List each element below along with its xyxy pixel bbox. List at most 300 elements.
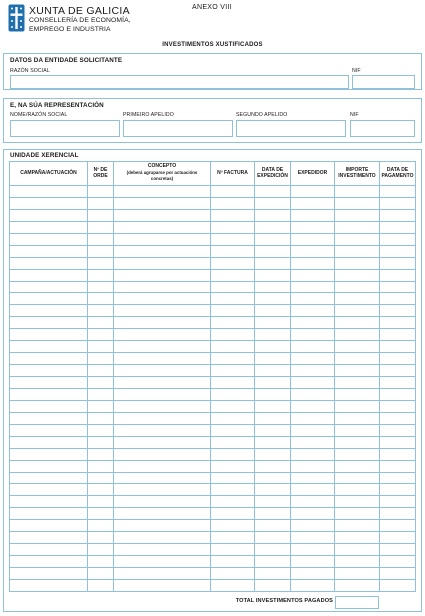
cell-concept[interactable] <box>114 269 211 281</box>
cell-payment-date[interactable] <box>380 400 416 412</box>
table-row <box>10 329 416 341</box>
cell-concept[interactable] <box>114 484 211 496</box>
cell-issue-date[interactable] <box>255 281 291 293</box>
applicant-section-title: DATOS DA ENTIDADE SOLICITANTE <box>10 57 123 64</box>
cell-issue-date[interactable] <box>255 329 291 341</box>
cell-payment-date[interactable] <box>380 532 416 544</box>
cell-order-number[interactable] <box>88 317 114 329</box>
cell-payment-date[interactable] <box>380 269 416 281</box>
cell-invoice-number[interactable] <box>211 377 255 389</box>
cell-invoice-number[interactable] <box>211 484 255 496</box>
cell-campaign[interactable] <box>10 293 88 305</box>
cell-issuer[interactable] <box>291 377 335 389</box>
cell-order-number[interactable] <box>88 556 114 568</box>
cell-issuer[interactable] <box>291 400 335 412</box>
cell-amount[interactable] <box>335 508 380 520</box>
cell-issuer[interactable] <box>291 568 335 580</box>
cell-payment-date[interactable] <box>380 508 416 520</box>
cell-invoice-number[interactable] <box>211 520 255 532</box>
cell-order-number[interactable] <box>88 448 114 460</box>
cell-payment-date[interactable] <box>380 221 416 233</box>
cell-campaign[interactable] <box>10 329 88 341</box>
cell-invoice-number[interactable] <box>211 186 255 198</box>
cell-campaign[interactable] <box>10 317 88 329</box>
cell-concept[interactable] <box>114 353 211 365</box>
cell-order-number[interactable] <box>88 520 114 532</box>
cell-issuer[interactable] <box>291 544 335 556</box>
table-row <box>10 484 416 496</box>
cell-issue-date[interactable] <box>255 400 291 412</box>
cell-issue-date[interactable] <box>255 353 291 365</box>
cell-concept[interactable] <box>114 544 211 556</box>
cell-issuer[interactable] <box>291 365 335 377</box>
cell-invoice-number[interactable] <box>211 436 255 448</box>
cell-amount[interactable] <box>335 257 380 269</box>
cell-amount[interactable] <box>335 400 380 412</box>
cell-amount[interactable] <box>335 460 380 472</box>
cell-issue-date[interactable] <box>255 209 291 221</box>
cell-issuer[interactable] <box>291 496 335 508</box>
cell-order-number[interactable] <box>88 305 114 317</box>
cell-order-number[interactable] <box>88 269 114 281</box>
cell-invoice-number[interactable] <box>211 472 255 484</box>
cell-order-number[interactable] <box>88 496 114 508</box>
cell-issue-date[interactable] <box>255 245 291 257</box>
cell-concept[interactable] <box>114 317 211 329</box>
applicant-nif-field[interactable] <box>352 75 415 89</box>
cell-amount[interactable] <box>335 353 380 365</box>
cell-order-number[interactable] <box>88 245 114 257</box>
table-row <box>10 388 416 400</box>
cell-campaign[interactable] <box>10 353 88 365</box>
cell-amount[interactable] <box>335 221 380 233</box>
cell-amount[interactable] <box>335 186 380 198</box>
cell-campaign[interactable] <box>10 484 88 496</box>
cell-amount[interactable] <box>335 484 380 496</box>
cell-payment-date[interactable] <box>380 448 416 460</box>
cell-invoice-number[interactable] <box>211 257 255 269</box>
cell-payment-date[interactable] <box>380 305 416 317</box>
cell-concept[interactable] <box>114 436 211 448</box>
cell-concept[interactable] <box>114 448 211 460</box>
cell-payment-date[interactable] <box>380 341 416 353</box>
table-row <box>10 365 416 377</box>
cell-payment-date[interactable] <box>380 412 416 424</box>
cell-issuer[interactable] <box>291 532 335 544</box>
brand-block <box>29 5 131 34</box>
cell-invoice-number[interactable] <box>211 496 255 508</box>
cell-concept[interactable] <box>114 496 211 508</box>
cell-payment-date[interactable] <box>380 579 416 591</box>
cell-amount[interactable] <box>335 424 380 436</box>
cell-issue-date[interactable] <box>255 579 291 591</box>
cell-amount[interactable] <box>335 317 380 329</box>
cell-payment-date[interactable] <box>380 186 416 198</box>
cell-order-number[interactable] <box>88 281 114 293</box>
cell-issuer[interactable] <box>291 257 335 269</box>
cell-invoice-number[interactable] <box>211 579 255 591</box>
cell-campaign[interactable] <box>10 460 88 472</box>
cell-invoice-number[interactable] <box>211 293 255 305</box>
cell-order-number[interactable] <box>88 460 114 472</box>
cell-issue-date[interactable] <box>255 233 291 245</box>
cell-issuer[interactable] <box>291 209 335 221</box>
annex-label: ANEXO VIII <box>192 4 232 11</box>
cell-issuer[interactable] <box>291 460 335 472</box>
table-row <box>10 209 416 221</box>
cell-issuer[interactable] <box>291 197 335 209</box>
cell-order-number[interactable] <box>88 472 114 484</box>
cell-issue-date[interactable] <box>255 544 291 556</box>
cell-payment-date[interactable] <box>380 484 416 496</box>
total-investments-field[interactable] <box>335 596 379 609</box>
cell-campaign[interactable] <box>10 365 88 377</box>
cell-campaign[interactable] <box>10 436 88 448</box>
table-row <box>10 568 416 580</box>
cell-payment-date[interactable] <box>380 353 416 365</box>
cell-payment-date[interactable] <box>380 233 416 245</box>
cell-campaign[interactable] <box>10 281 88 293</box>
cell-issue-date[interactable] <box>255 186 291 198</box>
cell-order-number[interactable] <box>88 377 114 389</box>
cell-concept[interactable] <box>114 377 211 389</box>
cell-amount[interactable] <box>335 544 380 556</box>
cell-order-number[interactable] <box>88 400 114 412</box>
cell-issue-date[interactable] <box>255 568 291 580</box>
table-row <box>10 424 416 436</box>
cell-issuer[interactable] <box>291 293 335 305</box>
cell-amount[interactable] <box>335 197 380 209</box>
cell-payment-date[interactable] <box>380 329 416 341</box>
cell-invoice-number[interactable] <box>211 233 255 245</box>
table-row <box>10 508 416 520</box>
cell-invoice-number[interactable] <box>211 353 255 365</box>
cell-amount[interactable] <box>335 388 380 400</box>
cell-campaign[interactable] <box>10 269 88 281</box>
cell-payment-date[interactable] <box>380 544 416 556</box>
cell-invoice-number[interactable] <box>211 305 255 317</box>
cell-order-number[interactable] <box>88 412 114 424</box>
cell-campaign[interactable] <box>10 245 88 257</box>
cell-concept[interactable] <box>114 412 211 424</box>
cell-payment-date[interactable] <box>380 556 416 568</box>
cell-order-number[interactable] <box>88 209 114 221</box>
cell-amount[interactable] <box>335 281 380 293</box>
cell-invoice-number[interactable] <box>211 365 255 377</box>
cell-issuer[interactable] <box>291 520 335 532</box>
cell-amount[interactable] <box>335 329 380 341</box>
cell-amount[interactable] <box>335 520 380 532</box>
cell-issuer[interactable] <box>291 329 335 341</box>
cell-invoice-number[interactable] <box>211 245 255 257</box>
cell-campaign[interactable] <box>10 544 88 556</box>
cell-campaign[interactable] <box>10 209 88 221</box>
cell-issue-date[interactable] <box>255 293 291 305</box>
cell-order-number[interactable] <box>88 532 114 544</box>
cell-amount[interactable] <box>335 412 380 424</box>
cell-campaign[interactable] <box>10 257 88 269</box>
cell-issuer[interactable] <box>291 305 335 317</box>
cell-concept[interactable] <box>114 281 211 293</box>
cell-invoice-number[interactable] <box>211 388 255 400</box>
cell-concept[interactable] <box>114 579 211 591</box>
cell-issue-date[interactable] <box>255 388 291 400</box>
cell-payment-date[interactable] <box>380 388 416 400</box>
cell-campaign[interactable] <box>10 556 88 568</box>
cell-campaign[interactable] <box>10 388 88 400</box>
cell-order-number[interactable] <box>88 186 114 198</box>
cell-amount[interactable] <box>335 496 380 508</box>
cell-campaign[interactable] <box>10 532 88 544</box>
cell-concept[interactable] <box>114 293 211 305</box>
first-surname-field[interactable] <box>123 120 233 137</box>
cell-issue-date[interactable] <box>255 305 291 317</box>
cell-payment-date[interactable] <box>380 245 416 257</box>
cell-payment-date[interactable] <box>380 377 416 389</box>
representative-nif-field[interactable] <box>350 120 415 137</box>
cell-campaign[interactable] <box>10 472 88 484</box>
cell-issuer[interactable] <box>291 233 335 245</box>
cell-invoice-number[interactable] <box>211 341 255 353</box>
cell-order-number[interactable] <box>88 484 114 496</box>
cell-order-number[interactable] <box>88 544 114 556</box>
cell-concept[interactable] <box>114 233 211 245</box>
col-amount-header: IMPORTE INVESTIMENTO <box>335 162 380 186</box>
cell-amount[interactable] <box>335 269 380 281</box>
cell-issuer[interactable] <box>291 317 335 329</box>
cell-invoice-number[interactable] <box>211 532 255 544</box>
cell-payment-date[interactable] <box>380 472 416 484</box>
cell-issuer[interactable] <box>291 186 335 198</box>
cell-amount[interactable] <box>335 556 380 568</box>
cell-order-number[interactable] <box>88 579 114 591</box>
cell-issuer[interactable] <box>291 281 335 293</box>
cell-concept[interactable] <box>114 472 211 484</box>
cell-invoice-number[interactable] <box>211 209 255 221</box>
representative-name-field[interactable] <box>10 120 120 137</box>
cell-concept[interactable] <box>114 568 211 580</box>
cell-invoice-number[interactable] <box>211 317 255 329</box>
cell-concept[interactable] <box>114 257 211 269</box>
cell-campaign[interactable] <box>10 221 88 233</box>
cell-issuer[interactable] <box>291 472 335 484</box>
cell-invoice-number[interactable] <box>211 544 255 556</box>
second-surname-field[interactable] <box>236 120 346 137</box>
cell-issue-date[interactable] <box>255 412 291 424</box>
table-row <box>10 233 416 245</box>
cell-concept[interactable] <box>114 424 211 436</box>
cell-amount[interactable] <box>335 579 380 591</box>
cell-amount[interactable] <box>335 436 380 448</box>
cell-payment-date[interactable] <box>380 496 416 508</box>
cell-campaign[interactable] <box>10 233 88 245</box>
table-row <box>10 257 416 269</box>
cell-issue-date[interactable] <box>255 460 291 472</box>
cell-issuer[interactable] <box>291 579 335 591</box>
cell-order-number[interactable] <box>88 436 114 448</box>
cell-concept[interactable] <box>114 520 211 532</box>
table-row <box>10 544 416 556</box>
cell-issuer[interactable] <box>291 353 335 365</box>
cell-order-number[interactable] <box>88 293 114 305</box>
cell-issue-date[interactable] <box>255 520 291 532</box>
cell-invoice-number[interactable] <box>211 508 255 520</box>
cell-issuer[interactable] <box>291 269 335 281</box>
cell-concept[interactable] <box>114 245 211 257</box>
cell-campaign[interactable] <box>10 568 88 580</box>
cell-issuer[interactable] <box>291 412 335 424</box>
cell-campaign[interactable] <box>10 508 88 520</box>
business-name-field[interactable] <box>10 75 349 89</box>
cell-issue-date[interactable] <box>255 317 291 329</box>
cell-invoice-number[interactable] <box>211 556 255 568</box>
cell-amount[interactable] <box>335 472 380 484</box>
cell-payment-date[interactable] <box>380 317 416 329</box>
cell-amount[interactable] <box>335 209 380 221</box>
cell-invoice-number[interactable] <box>211 329 255 341</box>
cell-amount[interactable] <box>335 568 380 580</box>
cell-issuer[interactable] <box>291 508 335 520</box>
cell-invoice-number[interactable] <box>211 400 255 412</box>
cell-invoice-number[interactable] <box>211 269 255 281</box>
cell-issue-date[interactable] <box>255 257 291 269</box>
cell-order-number[interactable] <box>88 568 114 580</box>
cell-payment-date[interactable] <box>380 197 416 209</box>
cell-order-number[interactable] <box>88 388 114 400</box>
cell-issuer[interactable] <box>291 341 335 353</box>
cell-order-number[interactable] <box>88 508 114 520</box>
cell-amount[interactable] <box>335 365 380 377</box>
cell-concept[interactable] <box>114 341 211 353</box>
cell-campaign[interactable] <box>10 496 88 508</box>
cell-order-number[interactable] <box>88 329 114 341</box>
cell-issue-date[interactable] <box>255 436 291 448</box>
cell-issue-date[interactable] <box>255 365 291 377</box>
cell-order-number[interactable] <box>88 233 114 245</box>
cell-amount[interactable] <box>335 532 380 544</box>
cell-concept[interactable] <box>114 209 211 221</box>
cell-concept[interactable] <box>114 460 211 472</box>
cell-payment-date[interactable] <box>380 281 416 293</box>
cell-payment-date[interactable] <box>380 436 416 448</box>
cell-concept[interactable] <box>114 388 211 400</box>
cell-issue-date[interactable] <box>255 472 291 484</box>
cell-issuer[interactable] <box>291 448 335 460</box>
cell-invoice-number[interactable] <box>211 568 255 580</box>
table-row <box>10 269 416 281</box>
cell-amount[interactable] <box>335 245 380 257</box>
cell-issue-date[interactable] <box>255 496 291 508</box>
cell-issuer[interactable] <box>291 221 335 233</box>
cell-invoice-number[interactable] <box>211 221 255 233</box>
cell-order-number[interactable] <box>88 341 114 353</box>
cell-issue-date[interactable] <box>255 484 291 496</box>
cell-concept[interactable] <box>114 186 211 198</box>
cell-campaign[interactable] <box>10 186 88 198</box>
cell-campaign[interactable] <box>10 341 88 353</box>
cell-order-number[interactable] <box>88 424 114 436</box>
cell-order-number[interactable] <box>88 365 114 377</box>
cell-campaign[interactable] <box>10 400 88 412</box>
cell-issuer[interactable] <box>291 424 335 436</box>
cell-issue-date[interactable] <box>255 424 291 436</box>
cell-amount[interactable] <box>335 341 380 353</box>
cell-payment-date[interactable] <box>380 257 416 269</box>
cell-concept[interactable] <box>114 305 211 317</box>
cell-issue-date[interactable] <box>255 197 291 209</box>
cell-invoice-number[interactable] <box>211 197 255 209</box>
col-order-number-header: Nº DE ORDE <box>88 162 114 186</box>
cell-payment-date[interactable] <box>380 568 416 580</box>
cell-amount[interactable] <box>335 377 380 389</box>
cell-amount[interactable] <box>335 233 380 245</box>
cell-payment-date[interactable] <box>380 520 416 532</box>
cell-campaign[interactable] <box>10 305 88 317</box>
cell-issuer[interactable] <box>291 436 335 448</box>
cell-campaign[interactable] <box>10 579 88 591</box>
cell-campaign[interactable] <box>10 520 88 532</box>
cell-concept[interactable] <box>114 508 211 520</box>
cell-amount[interactable] <box>335 305 380 317</box>
cell-issue-date[interactable] <box>255 556 291 568</box>
cell-concept[interactable] <box>114 329 211 341</box>
cell-order-number[interactable] <box>88 197 114 209</box>
cell-issue-date[interactable] <box>255 269 291 281</box>
cell-concept[interactable] <box>114 400 211 412</box>
cell-order-number[interactable] <box>88 353 114 365</box>
cell-concept[interactable] <box>114 532 211 544</box>
cell-issue-date[interactable] <box>255 377 291 389</box>
cell-order-number[interactable] <box>88 221 114 233</box>
cell-payment-date[interactable] <box>380 365 416 377</box>
cell-campaign[interactable] <box>10 412 88 424</box>
cell-issue-date[interactable] <box>255 508 291 520</box>
cell-campaign[interactable] <box>10 377 88 389</box>
cell-concept[interactable] <box>114 221 211 233</box>
cell-invoice-number[interactable] <box>211 424 255 436</box>
cell-payment-date[interactable] <box>380 460 416 472</box>
cell-concept[interactable] <box>114 197 211 209</box>
cell-issue-date[interactable] <box>255 221 291 233</box>
cell-issuer[interactable] <box>291 245 335 257</box>
table-row <box>10 472 416 484</box>
cell-invoice-number[interactable] <box>211 448 255 460</box>
page-header <box>8 4 418 40</box>
cell-issue-date[interactable] <box>255 341 291 353</box>
cell-order-number[interactable] <box>88 257 114 269</box>
cell-issue-date[interactable] <box>255 448 291 460</box>
table-row <box>10 317 416 329</box>
cell-invoice-number[interactable] <box>211 281 255 293</box>
cell-invoice-number[interactable] <box>211 460 255 472</box>
cell-campaign[interactable] <box>10 448 88 460</box>
cell-payment-date[interactable] <box>380 293 416 305</box>
cell-invoice-number[interactable] <box>211 412 255 424</box>
cell-payment-date[interactable] <box>380 424 416 436</box>
cell-campaign[interactable] <box>10 424 88 436</box>
cell-campaign[interactable] <box>10 197 88 209</box>
table-row <box>10 436 416 448</box>
cell-issuer[interactable] <box>291 484 335 496</box>
cell-amount[interactable] <box>335 293 380 305</box>
cell-issuer[interactable] <box>291 388 335 400</box>
cell-amount[interactable] <box>335 448 380 460</box>
cell-issuer[interactable] <box>291 556 335 568</box>
cell-issue-date[interactable] <box>255 532 291 544</box>
cell-concept[interactable] <box>114 556 211 568</box>
cell-payment-date[interactable] <box>380 209 416 221</box>
cell-concept[interactable] <box>114 365 211 377</box>
